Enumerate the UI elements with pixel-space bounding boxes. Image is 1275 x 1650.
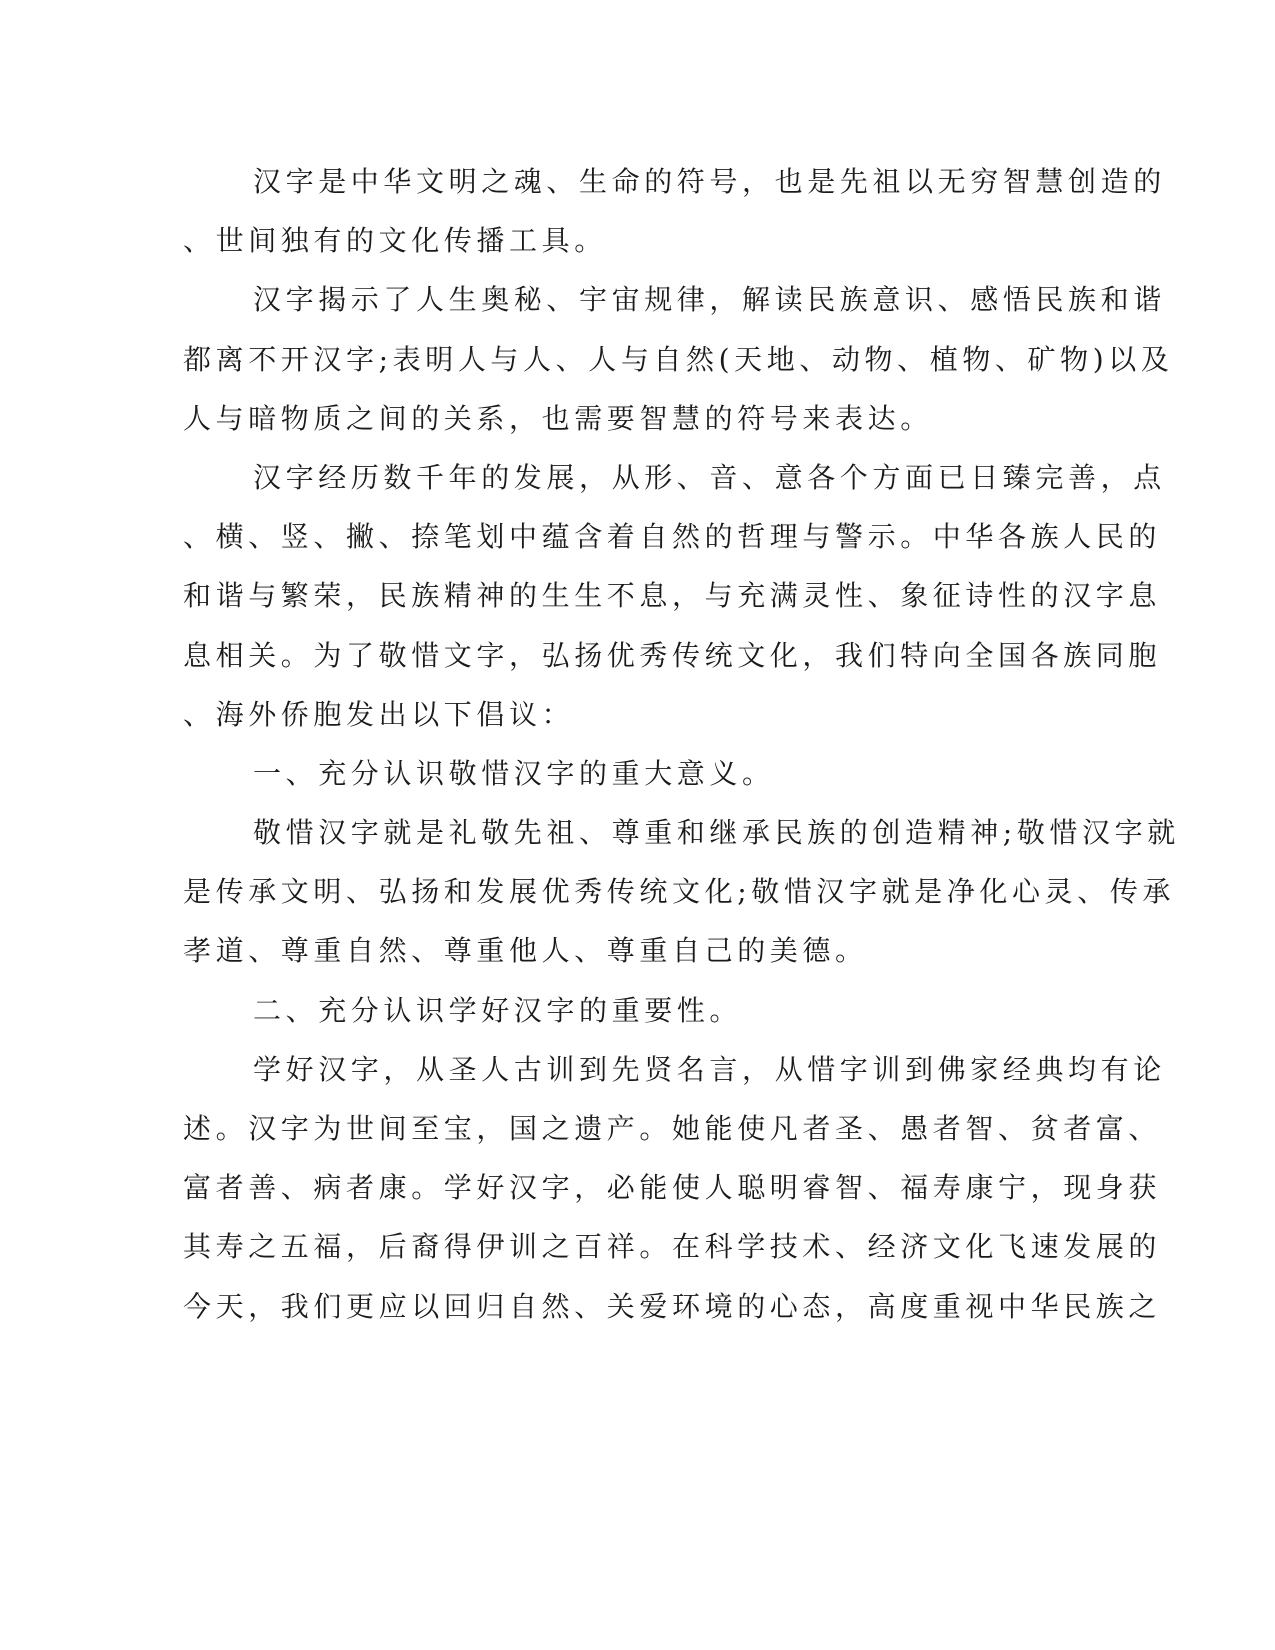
- text-line: 今天，我们更应以回归自然、关爱环境的心态，高度重视中华民族之: [183, 1289, 1162, 1323]
- text-line: 汉字揭示了人生奥秘、宇宙规律，解读民族意识、感悟民族和谐: [253, 283, 1166, 317]
- text-line: 和谐与繁荣，民族精神的生生不息，与充满灵性、象征诗性的汉字息: [183, 579, 1162, 613]
- text-line: 孝道、尊重自然、尊重他人、尊重自己的美德。: [183, 934, 868, 968]
- text-line: 、世间独有的文化传播工具。: [183, 224, 607, 258]
- text-line: 其寿之五福，后裔得伊训之百祥。在科学技术、经济文化飞速发展的: [183, 1230, 1162, 1264]
- text-line: 汉字是中华文明之魂、生命的符号，也是先祖以无穷智慧创造的: [253, 165, 1166, 198]
- text-line: 人与暗物质之间的关系，也需要智慧的符号来表达。: [183, 401, 933, 435]
- text-line: 、横、竖、撇、捺笔划中蕴含着自然的哲理与警示。中华各族人民的: [183, 520, 1162, 554]
- text-line: 述。汉字为世间至宝，国之遗产。她能使凡者圣、愚者智、贫者富、: [183, 1112, 1162, 1145]
- text-line: 息相关。为了敬惜文字，弘扬优秀传统文化，我们特向全国各族同胞: [183, 638, 1162, 672]
- text-line: 敬惜汉字就是礼敬先祖、尊重和继承民族的创造精神;敬惜汉字就: [253, 816, 1180, 850]
- text-line: 、海外侨胞发出以下倡议：: [183, 697, 575, 731]
- document-body: [183, 152, 1180, 1336]
- text-line: 学好汉字，从圣人古训到先贤名言，从惜字训到佛家经典均有论: [253, 1052, 1166, 1086]
- text-line: 汉字经历数千年的发展，从形、音、意各个方面已日臻完善，点: [253, 460, 1166, 494]
- text-line: 是传承文明、弘扬和发展优秀传统文化;敬惜汉字就是净化心灵、传承: [183, 875, 1176, 909]
- text-line: 富者善、病者康。学好汉字，必能使人聪明睿智、福寿康宁，现身获: [183, 1171, 1162, 1205]
- text-line: 都离不开汉字;表明人与人、人与自然(天地、动物、植物、矿物)以及: [183, 342, 1174, 376]
- section-heading: 二、充分认识学好汉字的重要性。: [253, 993, 743, 1027]
- section-heading: 一、充分认识敬惜汉字的重大意义。: [253, 756, 775, 790]
